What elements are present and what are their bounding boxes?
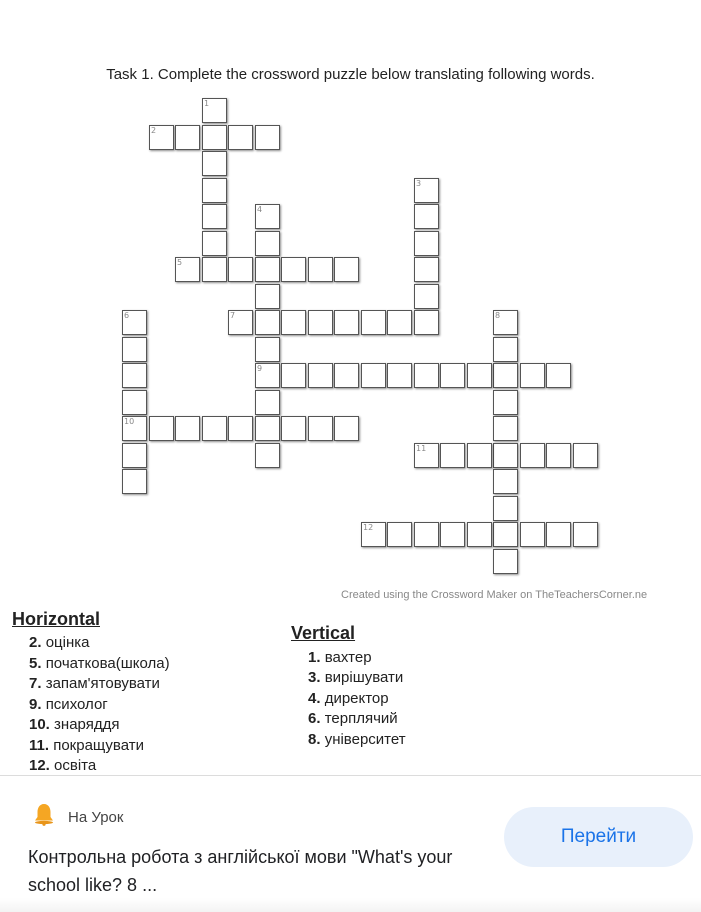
clue-number-12: 12 (363, 523, 374, 532)
clue-item: 4. директор (308, 690, 389, 707)
crossword-cell[interactable] (255, 231, 280, 256)
crossword-cell[interactable] (255, 257, 280, 282)
bottom-fade (0, 898, 701, 912)
crossword-cell[interactable] (228, 125, 253, 150)
crossword-cell[interactable] (546, 363, 571, 388)
clue-number-5: 5 (177, 258, 183, 267)
crossword-cell[interactable] (493, 443, 518, 468)
crossword-cell[interactable] (387, 363, 412, 388)
crossword-cell[interactable] (228, 257, 253, 282)
crossword-cell[interactable] (414, 204, 439, 229)
crossword-cell[interactable] (122, 469, 147, 494)
bell-icon-clapper (42, 823, 45, 826)
crossword-cell[interactable] (281, 310, 306, 335)
crossword-cell[interactable] (255, 125, 280, 150)
clue-item: 11. покращувати (29, 737, 144, 754)
crossword-cell[interactable] (440, 443, 465, 468)
crossword-cell[interactable] (493, 496, 518, 521)
crossword-cell[interactable] (281, 416, 306, 441)
crossword-cell[interactable] (573, 443, 598, 468)
crossword-cell[interactable] (414, 363, 439, 388)
crossword-cell[interactable] (255, 337, 280, 362)
crossword-cell[interactable] (122, 337, 147, 362)
crossword-cell[interactable] (493, 363, 518, 388)
crossword-cell[interactable] (202, 151, 227, 176)
crossword-cell[interactable] (467, 363, 492, 388)
crossword-cell[interactable] (493, 522, 518, 547)
crossword-cell[interactable] (414, 284, 439, 309)
crossword-cell[interactable] (228, 416, 253, 441)
crossword-cell[interactable] (493, 390, 518, 415)
clue-number-1: 1 (204, 99, 210, 108)
clue-number-6: 6 (124, 311, 130, 320)
clue-number-10: 10 (124, 417, 135, 426)
clue-item: 8. університет (308, 731, 406, 748)
crossword-cell[interactable] (175, 416, 200, 441)
crossword-cell[interactable] (175, 125, 200, 150)
crossword-cell[interactable] (361, 310, 386, 335)
crossword-cell[interactable] (202, 178, 227, 203)
clue-item: 3. вирішувати (308, 669, 404, 686)
crossword-cell[interactable] (573, 522, 598, 547)
clue-number-7: 7 (230, 311, 236, 320)
clue-number-2: 2 (151, 126, 157, 135)
clue-item: 9. психолог (29, 696, 108, 713)
crossword-cell[interactable] (414, 310, 439, 335)
crossword-cell[interactable] (520, 443, 545, 468)
crossword-cell[interactable] (202, 125, 227, 150)
bell-icon (33, 802, 55, 826)
crossword-cell[interactable] (255, 310, 280, 335)
article-title-link[interactable]: Контрольна робота з англійської мови "What's your school like? 8 ... (28, 847, 453, 895)
crossword-cell[interactable] (467, 522, 492, 547)
crossword-cell[interactable] (414, 257, 439, 282)
divider (0, 775, 701, 776)
source-label: На Урок (68, 809, 124, 826)
clue-item: 10. знаряддя (29, 716, 120, 733)
crossword-cell[interactable] (387, 310, 412, 335)
crossword-cell[interactable] (308, 310, 333, 335)
crossword-cell[interactable] (202, 231, 227, 256)
clue-number-8: 8 (495, 311, 501, 320)
crossword-cell[interactable] (546, 522, 571, 547)
credit-text: Created using the Crossword Maker on TheTeachersCorner.ne (341, 589, 648, 601)
crossword-cell[interactable] (334, 416, 359, 441)
crossword-cell[interactable] (546, 443, 571, 468)
clue-item: 12. освіта (29, 757, 97, 774)
go-button[interactable]: Перейти (504, 807, 693, 867)
clue-item: 2. оцінка (29, 634, 90, 651)
crossword-cell[interactable] (255, 284, 280, 309)
crossword-cell[interactable] (255, 416, 280, 441)
crossword-cell[interactable] (467, 443, 492, 468)
crossword-cell[interactable] (255, 390, 280, 415)
crossword-cell[interactable] (149, 416, 174, 441)
crossword-cell[interactable] (308, 257, 333, 282)
crossword-cell[interactable] (122, 443, 147, 468)
vertical-heading: Vertical (291, 623, 356, 643)
crossword-cell[interactable] (122, 363, 147, 388)
crossword-cell[interactable] (493, 337, 518, 362)
clue-item: 1. вахтер (308, 649, 372, 666)
crossword-cell[interactable] (520, 522, 545, 547)
clue-item: 7. запам'ятовувати (29, 675, 160, 692)
clue-number-3: 3 (416, 179, 422, 188)
crossword-cell[interactable] (493, 469, 518, 494)
crossword-cell[interactable] (440, 522, 465, 547)
crossword-cell[interactable] (334, 310, 359, 335)
crossword-cell[interactable] (308, 363, 333, 388)
clue-number-4: 4 (257, 205, 263, 214)
crossword-cell[interactable] (255, 443, 280, 468)
crossword-cell[interactable] (308, 416, 333, 441)
task-title: Task 1. Complete the crossword puzzle below translating following words. (106, 66, 595, 83)
crossword-cell[interactable] (202, 204, 227, 229)
crossword-cell[interactable] (440, 363, 465, 388)
horizontal-heading: Horizontal (12, 609, 100, 629)
crossword-cell[interactable] (361, 363, 386, 388)
crossword-cell[interactable] (122, 390, 147, 415)
clue-number-11: 11 (416, 444, 427, 453)
crossword-cell[interactable] (202, 257, 227, 282)
bell-icon-shape (35, 804, 53, 821)
clue-item: 5. початкова(школа) (29, 655, 170, 672)
crossword-cell[interactable] (334, 363, 359, 388)
crossword-cell[interactable] (493, 549, 518, 574)
crossword-cell[interactable] (202, 416, 227, 441)
crossword-cell[interactable] (281, 257, 306, 282)
crossword-cell[interactable] (334, 257, 359, 282)
crossword-cell[interactable] (520, 363, 545, 388)
crossword-cell[interactable] (414, 522, 439, 547)
crossword-cell[interactable] (281, 363, 306, 388)
crossword-cell[interactable] (414, 231, 439, 256)
clue-number-9: 9 (257, 364, 263, 373)
clue-item: 6. терплячий (308, 710, 398, 727)
crossword-cell[interactable] (387, 522, 412, 547)
crossword-cell[interactable] (493, 416, 518, 441)
